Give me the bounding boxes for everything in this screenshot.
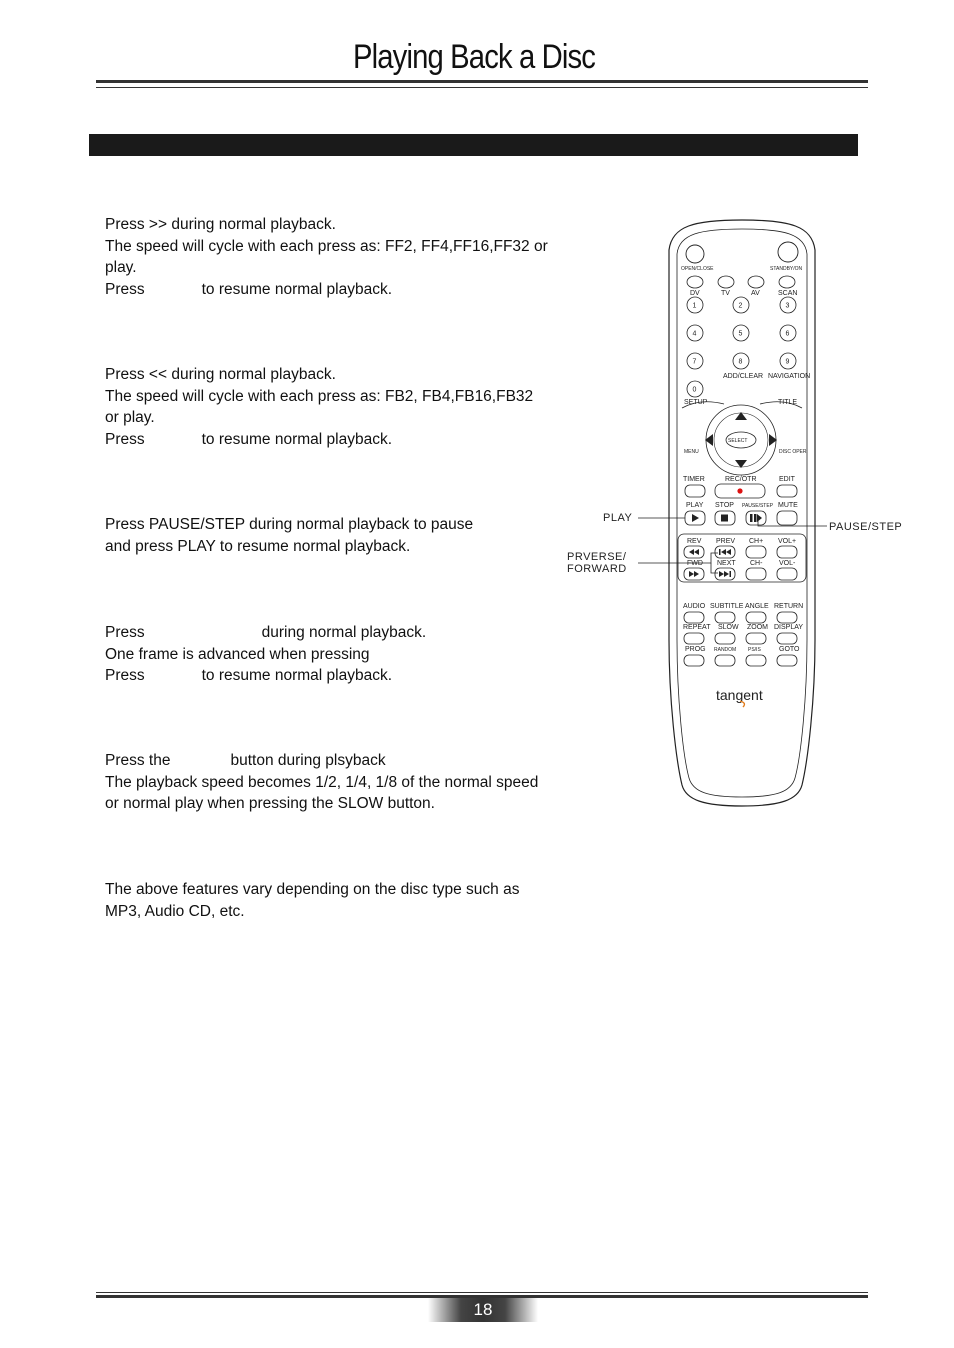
- digit-label: 7: [692, 358, 697, 366]
- timer-button[interactable]: [685, 485, 705, 497]
- title-label: TITLE: [778, 399, 798, 406]
- angle-label: ANGLE: [745, 603, 769, 610]
- select-label: SELECT: [728, 438, 748, 444]
- digit-button-6[interactable]: [780, 325, 796, 341]
- dv-button[interactable]: [687, 276, 703, 288]
- tv-label: TV: [721, 290, 730, 297]
- digit-label: 2: [738, 302, 743, 310]
- text-line: or play.: [105, 409, 155, 426]
- open-close-button[interactable]: [686, 245, 704, 263]
- text-fragment: to resume normal playback.: [201, 430, 393, 448]
- goto-label: GOTO: [779, 646, 800, 653]
- mute-label: MUTE: [778, 502, 798, 509]
- zoom-button[interactable]: [746, 633, 766, 644]
- text-line: One frame is advanced when pressing: [105, 645, 370, 663]
- prog-button[interactable]: [684, 655, 704, 666]
- navigation-label: NAVIGATION: [768, 373, 811, 380]
- rec-otr-label: REC/OTR: [725, 476, 757, 483]
- digit-label: 9: [785, 358, 790, 366]
- av-button[interactable]: [748, 276, 764, 288]
- play-label: PLAY: [686, 502, 704, 509]
- play-callout: PLAY: [603, 512, 633, 524]
- next-label: NEXT: [717, 560, 736, 567]
- footer-rule-thin: [96, 1292, 868, 1293]
- text-line: The speed will cycle with each press as: FF2, FF4,FF16,FF32 or: [105, 237, 548, 255]
- digit-button-5[interactable]: [733, 325, 749, 341]
- slow-button[interactable]: [715, 633, 735, 644]
- digit-label: 8: [738, 358, 743, 366]
- stop-label: STOP: [715, 502, 734, 509]
- digit-button-2[interactable]: [733, 297, 749, 313]
- digit-button-3[interactable]: [780, 297, 796, 313]
- digit-button-4[interactable]: [687, 325, 703, 341]
- digit-button-8[interactable]: [733, 353, 749, 369]
- text-fragment: button during plsyback: [230, 752, 386, 769]
- subtitle-label: SUBTITLE: [710, 603, 744, 610]
- ps-is-label: PS/IS: [748, 647, 761, 653]
- text-line: The playback speed becomes 1/2, 1/4, 1/8 of the normal speed: [105, 773, 539, 791]
- add-clear-label: ADD/CLEAR: [723, 373, 764, 380]
- digit-label: 1: [692, 302, 697, 310]
- pause-step-callout: PAUSE/STEP: [829, 521, 903, 533]
- edit-button[interactable]: [777, 485, 797, 497]
- digit-label: 3: [785, 302, 790, 310]
- subtitle-button[interactable]: [715, 612, 735, 623]
- text-line: Press << during normal playback.: [105, 366, 336, 383]
- random-label: RANDOM: [714, 647, 737, 653]
- random-button[interactable]: [715, 655, 735, 666]
- display-button[interactable]: [777, 633, 797, 644]
- audio-button[interactable]: [684, 612, 704, 623]
- text-fragment: Press: [105, 667, 145, 684]
- vol-down-label: VOL-: [779, 560, 796, 567]
- text-line: Press >> during normal playback.: [105, 216, 336, 233]
- mute-button[interactable]: [777, 511, 797, 525]
- digit-button-1[interactable]: [687, 297, 703, 313]
- text-fragment: to resume normal playback.: [201, 667, 393, 684]
- audio-label: AUDIO: [683, 603, 706, 610]
- pause-step-label: PAUSE/STEP: [742, 503, 774, 509]
- digit-label: 5: [738, 330, 743, 338]
- brand-logo: tangent: [716, 687, 763, 703]
- return-label: RETURN: [774, 603, 804, 610]
- page-title: Playing Back a Disc: [353, 38, 596, 76]
- forward-callout: FORWARD: [567, 563, 627, 575]
- text-fragment: to resume normal playback.: [201, 280, 393, 298]
- slow-label: SLOW: [718, 624, 739, 631]
- text-fragment: Press the: [105, 752, 171, 769]
- setup-label: SETUP: [684, 399, 708, 406]
- text-line: or normal play when pressing the SLOW button.: [105, 795, 435, 812]
- ch-up-button[interactable]: [746, 546, 766, 558]
- prog-label: PROG: [685, 646, 706, 653]
- ch-down-label: CH-: [750, 560, 763, 567]
- standby-label: STANDBY/ON: [770, 266, 803, 272]
- text-fragment: Press: [105, 430, 145, 448]
- prev-label: PREV: [716, 538, 736, 545]
- rec-indicator-icon: [737, 488, 742, 493]
- page-number-badge: [428, 1298, 538, 1322]
- text-fragment: Press: [105, 624, 145, 641]
- digit-button-9[interactable]: [780, 353, 796, 369]
- reverse-callout: PRVERSE/: [567, 551, 627, 563]
- page-number: 18: [473, 1300, 493, 1319]
- open-close-label: OPEN/CLOSE: [681, 266, 714, 272]
- scan-label: SCAN: [778, 290, 798, 297]
- text-line: MP3, Audio CD, etc.: [105, 902, 245, 920]
- angle-button[interactable]: [746, 612, 766, 623]
- ch-up-label: CH+: [749, 538, 764, 545]
- text-line: The speed will cycle with each press as: FB2, FB4,FB16,FB32: [105, 387, 534, 405]
- repeat-button[interactable]: [684, 633, 704, 644]
- return-button[interactable]: [777, 612, 797, 623]
- digit-button-7[interactable]: [687, 353, 703, 369]
- goto-button[interactable]: [777, 655, 797, 666]
- ps-is-button[interactable]: [746, 655, 766, 666]
- digit-label: 0: [692, 386, 697, 394]
- timer-label: TIMER: [683, 476, 705, 483]
- text-fragment: during normal playback.: [261, 624, 427, 641]
- display-label: DISPLAY: [774, 624, 804, 631]
- text-line: The above features vary depending on the disc type such as: [105, 881, 520, 898]
- digit-label: 6: [785, 330, 790, 338]
- text-line: Press PAUSE/STEP during normal playback to pause: [105, 516, 474, 533]
- scan-button[interactable]: [779, 276, 795, 288]
- text-fragment: Press: [105, 280, 145, 298]
- digit-label: 4: [692, 330, 697, 338]
- rev-label: REV: [687, 538, 702, 545]
- digit-button-0[interactable]: [687, 381, 703, 397]
- av-label: AV: [751, 290, 760, 297]
- text-line: play.: [105, 259, 137, 276]
- dv-label: DV: [690, 290, 700, 297]
- repeat-label: REPEAT: [683, 624, 711, 631]
- zoom-label: ZOOM: [747, 624, 768, 631]
- ch-down-button[interactable]: [746, 568, 766, 580]
- fwd-label: FWD: [687, 560, 703, 567]
- stop-icon: [721, 515, 728, 522]
- disc-oper-label: DISC OPER: [779, 449, 807, 455]
- vol-up-label: VOL+: [778, 538, 797, 545]
- edit-label: EDIT: [779, 476, 795, 483]
- tv-button[interactable]: [718, 276, 734, 288]
- vol-up-button[interactable]: [777, 546, 797, 558]
- menu-label: MENU: [684, 449, 699, 455]
- text-line: and press PLAY to resume normal playback.: [105, 537, 411, 555]
- vol-down-button[interactable]: [777, 568, 797, 580]
- standby-button[interactable]: [778, 242, 798, 262]
